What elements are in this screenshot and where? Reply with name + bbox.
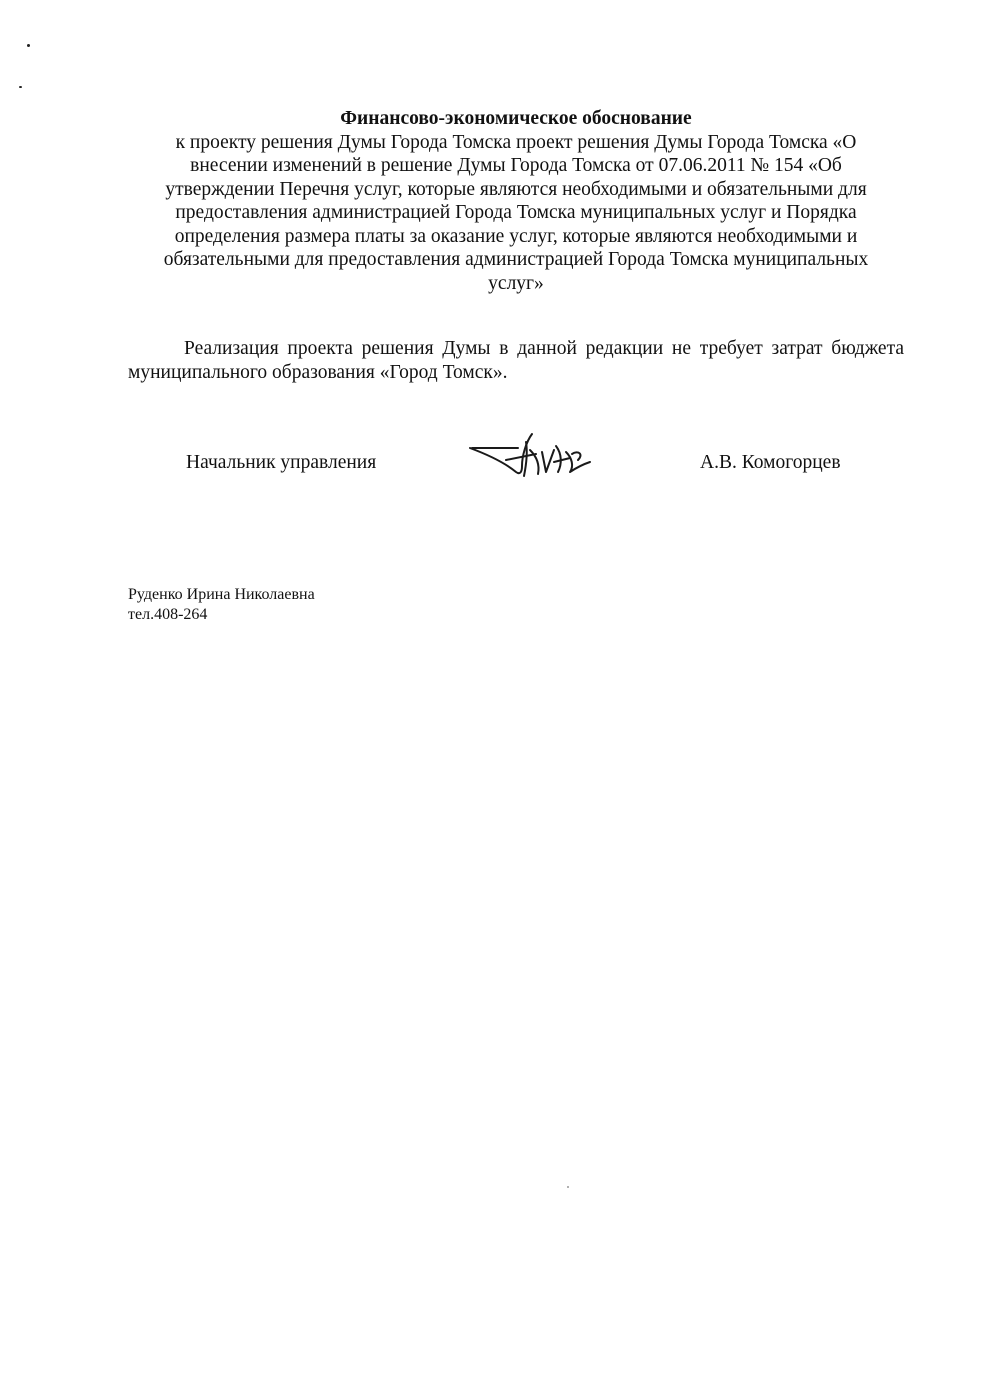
signatory-name: А.В. Комогорцев — [700, 452, 841, 473]
body-line: Реализация проекта решения Думы в данной редакции не требует затрат бюджета — [184, 338, 904, 359]
handwritten-signature — [466, 428, 596, 482]
subject-line: к проекту решения Думы Города Томска проект решения Думы Города Томска «О — [175, 131, 857, 153]
scan-speck — [19, 86, 22, 88]
executor-phone: тел.408-264 — [128, 606, 208, 623]
subject-line: утверждении Перечня услуг, которые являются необходимыми и обязательными для — [165, 178, 867, 200]
executor-block — [128, 585, 315, 625]
body-paragraph — [128, 337, 904, 384]
signatory-position: Начальник управления — [186, 452, 377, 473]
subject-line: определения размера платы за оказание услуг, которые являются необходимыми и — [174, 225, 858, 247]
document-title-block — [140, 107, 892, 295]
subject-line: обязательными для предоставления администрацией Города Томска муниципальных — [163, 249, 869, 270]
document-heading: Финансово-экономическое обоснование — [340, 108, 692, 129]
subject-line: внесении изменений в решение Думы Города Томска от 07.06.2011 № 154 «Об — [190, 155, 842, 176]
executor-name: Руденко Ирина Николаевна — [128, 586, 315, 603]
scan-speck — [27, 44, 30, 47]
subject-line: предоставления администрацией Города Томска муниципальных услуг и Порядка — [175, 202, 857, 223]
scan-speck — [567, 1186, 569, 1188]
body-line: муниципального образования «Город Томск». — [128, 361, 508, 383]
subject-line: услуг» — [488, 272, 544, 294]
